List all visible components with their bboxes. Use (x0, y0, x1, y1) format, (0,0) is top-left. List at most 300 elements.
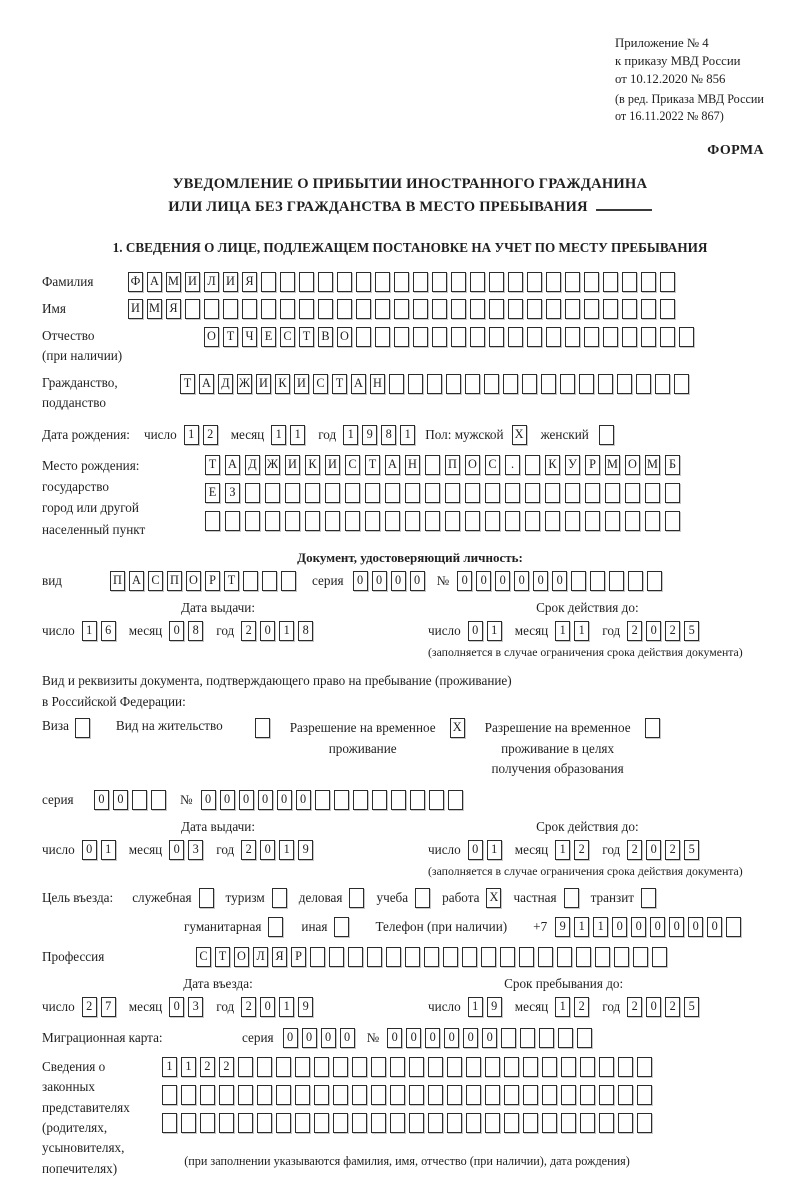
char-cell[interactable]: Д (245, 455, 260, 475)
char-cell[interactable]: 1 (184, 425, 199, 445)
char-cell[interactable] (185, 299, 200, 319)
char-cell[interactable] (451, 272, 466, 292)
char-cell[interactable] (605, 483, 620, 503)
char-cell[interactable] (409, 1113, 424, 1133)
char-cell[interactable] (527, 327, 542, 347)
char-cell[interactable]: 1 (574, 621, 589, 641)
char-cell[interactable]: 1 (487, 621, 502, 641)
char-cell[interactable]: 0 (391, 571, 406, 591)
char-cell[interactable]: Ч (242, 327, 257, 347)
char-cell[interactable]: И (294, 374, 309, 394)
char-cell[interactable] (451, 327, 466, 347)
char-cell[interactable]: И (223, 272, 238, 292)
char-cell[interactable] (329, 947, 344, 967)
char-cell[interactable] (314, 1057, 329, 1077)
char-cell[interactable] (523, 1057, 538, 1077)
char-cell[interactable] (243, 571, 258, 591)
char-cell[interactable]: К (545, 455, 560, 475)
char-cell[interactable]: Ф (128, 272, 143, 292)
char-cell[interactable] (500, 947, 515, 967)
char-cell[interactable] (295, 1057, 310, 1077)
char-cell[interactable] (622, 327, 637, 347)
char-cell[interactable] (337, 299, 352, 319)
char-cell[interactable] (295, 1085, 310, 1105)
char-cell[interactable] (637, 1113, 652, 1133)
char-cell[interactable]: А (351, 374, 366, 394)
char-cell[interactable]: З (225, 483, 240, 503)
char-cell[interactable]: 0 (476, 571, 491, 591)
char-cell[interactable]: Р (205, 571, 220, 591)
char-cell[interactable]: 0 (688, 917, 703, 937)
char-cell[interactable]: 2 (200, 1057, 215, 1077)
char-cell[interactable] (415, 888, 430, 908)
char-cell[interactable] (394, 327, 409, 347)
char-cell[interactable] (617, 374, 632, 394)
char-cell[interactable] (580, 1085, 595, 1105)
char-cell[interactable] (622, 272, 637, 292)
char-cell[interactable] (299, 299, 314, 319)
char-cell[interactable] (425, 455, 440, 475)
char-cell[interactable] (599, 1057, 614, 1077)
char-cell[interactable]: 2 (627, 997, 642, 1017)
char-cell[interactable] (485, 1057, 500, 1077)
char-cell[interactable]: 9 (555, 917, 570, 937)
char-cell[interactable] (405, 511, 420, 531)
char-cell[interactable] (162, 1085, 177, 1105)
char-cell[interactable] (281, 571, 296, 591)
char-cell[interactable] (242, 299, 257, 319)
char-cell[interactable]: 0 (495, 571, 510, 591)
char-cell[interactable] (603, 272, 618, 292)
char-cell[interactable] (561, 1085, 576, 1105)
char-cell[interactable] (371, 1113, 386, 1133)
char-cell[interactable] (390, 1057, 405, 1077)
char-cell[interactable] (465, 511, 480, 531)
char-cell[interactable] (577, 1028, 592, 1048)
char-cell[interactable]: 1 (593, 917, 608, 937)
char-cell[interactable] (618, 1057, 633, 1077)
char-cell[interactable]: 0 (646, 840, 661, 860)
char-cell[interactable] (585, 483, 600, 503)
char-cell[interactable] (365, 483, 380, 503)
char-cell[interactable]: 1 (290, 425, 305, 445)
char-cell[interactable] (485, 511, 500, 531)
char-cell[interactable] (505, 511, 520, 531)
char-cell[interactable] (637, 1057, 652, 1077)
char-cell[interactable]: X (486, 888, 501, 908)
char-cell[interactable] (451, 299, 466, 319)
char-cell[interactable] (558, 1028, 573, 1048)
char-cell[interactable]: Ж (265, 455, 280, 475)
char-cell[interactable] (505, 483, 520, 503)
char-cell[interactable] (641, 327, 656, 347)
char-cell[interactable]: М (147, 299, 162, 319)
char-cell[interactable] (427, 374, 442, 394)
char-cell[interactable] (447, 1085, 462, 1105)
char-cell[interactable] (565, 511, 580, 531)
char-cell[interactable]: 0 (340, 1028, 355, 1048)
char-cell[interactable] (405, 483, 420, 503)
char-cell[interactable]: 0 (321, 1028, 336, 1048)
char-cell[interactable] (605, 511, 620, 531)
char-cell[interactable] (525, 511, 540, 531)
char-cell[interactable]: 3 (188, 840, 203, 860)
char-cell[interactable] (445, 511, 460, 531)
char-cell[interactable]: Т (205, 455, 220, 475)
char-cell[interactable] (371, 1057, 386, 1077)
char-cell[interactable] (318, 272, 333, 292)
char-cell[interactable] (333, 1057, 348, 1077)
char-cell[interactable]: 1 (279, 997, 294, 1017)
char-cell[interactable] (445, 483, 460, 503)
char-cell[interactable]: 9 (362, 425, 377, 445)
char-cell[interactable]: П (110, 571, 125, 591)
char-cell[interactable]: И (325, 455, 340, 475)
char-cell[interactable] (276, 1057, 291, 1077)
char-cell[interactable] (75, 718, 90, 738)
char-cell[interactable]: 0 (277, 790, 292, 810)
char-cell[interactable] (462, 947, 477, 967)
char-cell[interactable] (280, 299, 295, 319)
char-cell[interactable]: 1 (162, 1057, 177, 1077)
char-cell[interactable]: О (625, 455, 640, 475)
char-cell[interactable] (314, 1113, 329, 1133)
char-cell[interactable]: Н (370, 374, 385, 394)
char-cell[interactable]: О (234, 947, 249, 967)
char-cell[interactable] (432, 299, 447, 319)
char-cell[interactable] (367, 947, 382, 967)
char-cell[interactable]: Т (180, 374, 195, 394)
char-cell[interactable] (625, 511, 640, 531)
char-cell[interactable]: 2 (574, 840, 589, 860)
char-cell[interactable]: 1 (400, 425, 415, 445)
char-cell[interactable]: Л (204, 272, 219, 292)
char-cell[interactable] (508, 299, 523, 319)
char-cell[interactable] (466, 1085, 481, 1105)
char-cell[interactable]: 2 (627, 621, 642, 641)
char-cell[interactable] (200, 1113, 215, 1133)
char-cell[interactable] (519, 947, 534, 967)
char-cell[interactable] (527, 272, 542, 292)
char-cell[interactable]: 0 (82, 840, 97, 860)
char-cell[interactable] (508, 327, 523, 347)
char-cell[interactable]: Т (224, 571, 239, 591)
char-cell[interactable]: Т (332, 374, 347, 394)
char-cell[interactable] (652, 947, 667, 967)
char-cell[interactable]: 0 (239, 790, 254, 810)
char-cell[interactable] (448, 790, 463, 810)
char-cell[interactable] (622, 299, 637, 319)
char-cell[interactable] (305, 511, 320, 531)
char-cell[interactable] (391, 790, 406, 810)
char-cell[interactable] (542, 1057, 557, 1077)
char-cell[interactable] (633, 947, 648, 967)
char-cell[interactable]: 1 (487, 840, 502, 860)
char-cell[interactable] (598, 374, 613, 394)
char-cell[interactable] (219, 1113, 234, 1133)
char-cell[interactable]: 5 (684, 997, 699, 1017)
char-cell[interactable]: 3 (188, 997, 203, 1017)
char-cell[interactable] (425, 511, 440, 531)
char-cell[interactable]: Е (205, 483, 220, 503)
char-cell[interactable]: 0 (260, 997, 275, 1017)
char-cell[interactable]: 0 (646, 621, 661, 641)
char-cell[interactable]: А (199, 374, 214, 394)
char-cell[interactable]: 8 (298, 621, 313, 641)
char-cell[interactable]: 0 (296, 790, 311, 810)
char-cell[interactable]: 1 (555, 997, 570, 1017)
char-cell[interactable] (665, 483, 680, 503)
char-cell[interactable]: 0 (258, 790, 273, 810)
char-cell[interactable] (660, 327, 675, 347)
char-cell[interactable] (520, 1028, 535, 1048)
char-cell[interactable] (599, 425, 614, 445)
char-cell[interactable] (428, 1057, 443, 1077)
char-cell[interactable] (645, 483, 660, 503)
char-cell[interactable] (590, 571, 605, 591)
char-cell[interactable] (565, 327, 580, 347)
char-cell[interactable]: 0 (220, 790, 235, 810)
char-cell[interactable]: 1 (555, 621, 570, 641)
char-cell[interactable] (257, 1057, 272, 1077)
char-cell[interactable]: 2 (241, 997, 256, 1017)
char-cell[interactable] (390, 1085, 405, 1105)
char-cell[interactable]: 2 (82, 997, 97, 1017)
char-cell[interactable]: 0 (372, 571, 387, 591)
char-cell[interactable] (405, 947, 420, 967)
char-cell[interactable] (485, 483, 500, 503)
char-cell[interactable] (334, 917, 349, 937)
char-cell[interactable]: 8 (188, 621, 203, 641)
char-cell[interactable]: 0 (113, 790, 128, 810)
char-cell[interactable] (223, 299, 238, 319)
char-cell[interactable]: 2 (627, 840, 642, 860)
char-cell[interactable]: 0 (169, 621, 184, 641)
char-cell[interactable]: Р (291, 947, 306, 967)
char-cell[interactable] (565, 299, 580, 319)
char-cell[interactable]: Ж (237, 374, 252, 394)
char-cell[interactable] (334, 790, 349, 810)
char-cell[interactable] (645, 718, 660, 738)
char-cell[interactable] (409, 1057, 424, 1077)
char-cell[interactable] (561, 1057, 576, 1077)
char-cell[interactable] (655, 374, 670, 394)
char-cell[interactable] (356, 327, 371, 347)
char-cell[interactable] (542, 1085, 557, 1105)
char-cell[interactable] (390, 1113, 405, 1133)
char-cell[interactable] (637, 1085, 652, 1105)
char-cell[interactable]: 2 (665, 621, 680, 641)
char-cell[interactable]: 6 (101, 621, 116, 641)
char-cell[interactable] (504, 1113, 519, 1133)
char-cell[interactable] (580, 1113, 595, 1133)
char-cell[interactable] (523, 1113, 538, 1133)
char-cell[interactable] (545, 483, 560, 503)
char-cell[interactable] (565, 483, 580, 503)
char-cell[interactable]: 8 (381, 425, 396, 445)
char-cell[interactable] (508, 272, 523, 292)
char-cell[interactable] (584, 272, 599, 292)
char-cell[interactable] (609, 571, 624, 591)
char-cell[interactable]: Т (215, 947, 230, 967)
char-cell[interactable] (599, 1085, 614, 1105)
char-cell[interactable] (413, 327, 428, 347)
char-cell[interactable] (299, 272, 314, 292)
char-cell[interactable]: Я (242, 272, 257, 292)
char-cell[interactable] (546, 272, 561, 292)
char-cell[interactable] (348, 947, 363, 967)
char-cell[interactable]: С (485, 455, 500, 475)
char-cell[interactable] (385, 483, 400, 503)
char-cell[interactable] (523, 1085, 538, 1105)
char-cell[interactable] (257, 1113, 272, 1133)
char-cell[interactable] (353, 790, 368, 810)
char-cell[interactable]: 0 (406, 1028, 421, 1048)
char-cell[interactable]: Е (261, 327, 276, 347)
char-cell[interactable]: 0 (302, 1028, 317, 1048)
char-cell[interactable]: 2 (665, 997, 680, 1017)
char-cell[interactable]: 1 (82, 621, 97, 641)
char-cell[interactable] (560, 374, 575, 394)
char-cell[interactable] (557, 947, 572, 967)
char-cell[interactable] (305, 483, 320, 503)
char-cell[interactable] (484, 374, 499, 394)
char-cell[interactable]: 0 (201, 790, 216, 810)
char-cell[interactable] (571, 571, 586, 591)
char-cell[interactable] (238, 1057, 253, 1077)
char-cell[interactable] (432, 272, 447, 292)
char-cell[interactable] (465, 483, 480, 503)
char-cell[interactable] (641, 299, 656, 319)
char-cell[interactable] (265, 511, 280, 531)
char-cell[interactable] (238, 1113, 253, 1133)
char-cell[interactable] (674, 374, 689, 394)
char-cell[interactable] (132, 790, 147, 810)
char-cell[interactable] (310, 947, 325, 967)
char-cell[interactable] (181, 1113, 196, 1133)
char-cell[interactable] (265, 483, 280, 503)
char-cell[interactable]: 1 (181, 1057, 196, 1077)
char-cell[interactable]: 0 (353, 571, 368, 591)
char-cell[interactable]: 2 (203, 425, 218, 445)
char-cell[interactable] (428, 1113, 443, 1133)
char-cell[interactable]: 0 (457, 571, 472, 591)
char-cell[interactable] (325, 483, 340, 503)
char-cell[interactable] (204, 299, 219, 319)
char-cell[interactable] (660, 272, 675, 292)
char-cell[interactable]: 9 (487, 997, 502, 1017)
char-cell[interactable]: Т (299, 327, 314, 347)
char-cell[interactable]: 1 (279, 840, 294, 860)
char-cell[interactable] (219, 1085, 234, 1105)
char-cell[interactable] (561, 1113, 576, 1133)
char-cell[interactable]: 0 (444, 1028, 459, 1048)
char-cell[interactable] (470, 299, 485, 319)
char-cell[interactable]: 2 (241, 840, 256, 860)
char-cell[interactable] (318, 299, 333, 319)
char-cell[interactable]: С (313, 374, 328, 394)
char-cell[interactable]: 0 (631, 917, 646, 937)
char-cell[interactable] (268, 917, 283, 937)
char-cell[interactable]: 1 (555, 840, 570, 860)
char-cell[interactable]: Т (365, 455, 380, 475)
char-cell[interactable]: 0 (482, 1028, 497, 1048)
char-cell[interactable] (424, 947, 439, 967)
char-cell[interactable]: М (166, 272, 181, 292)
char-cell[interactable] (356, 299, 371, 319)
char-cell[interactable] (489, 327, 504, 347)
char-cell[interactable] (679, 327, 694, 347)
char-cell[interactable]: 5 (684, 840, 699, 860)
char-cell[interactable] (257, 1085, 272, 1105)
char-cell[interactable] (726, 917, 741, 937)
char-cell[interactable] (356, 272, 371, 292)
char-cell[interactable]: 2 (574, 997, 589, 1017)
char-cell[interactable]: О (465, 455, 480, 475)
char-cell[interactable]: О (204, 327, 219, 347)
char-cell[interactable]: П (445, 455, 460, 475)
char-cell[interactable] (466, 1057, 481, 1077)
char-cell[interactable]: М (605, 455, 620, 475)
char-cell[interactable] (603, 327, 618, 347)
char-cell[interactable] (481, 947, 496, 967)
char-cell[interactable]: 0 (552, 571, 567, 591)
char-cell[interactable] (375, 327, 390, 347)
char-cell[interactable] (432, 327, 447, 347)
char-cell[interactable] (337, 272, 352, 292)
char-cell[interactable]: 7 (101, 997, 116, 1017)
char-cell[interactable]: К (305, 455, 320, 475)
char-cell[interactable] (371, 1085, 386, 1105)
char-cell[interactable]: 0 (612, 917, 627, 937)
char-cell[interactable]: 1 (279, 621, 294, 641)
char-cell[interactable]: О (186, 571, 201, 591)
char-cell[interactable]: Л (253, 947, 268, 967)
char-cell[interactable] (365, 511, 380, 531)
char-cell[interactable] (628, 571, 643, 591)
char-cell[interactable]: 0 (260, 621, 275, 641)
char-cell[interactable] (541, 374, 556, 394)
char-cell[interactable]: 0 (533, 571, 548, 591)
char-cell[interactable]: Я (272, 947, 287, 967)
char-cell[interactable] (262, 571, 277, 591)
char-cell[interactable] (538, 947, 553, 967)
char-cell[interactable] (579, 374, 594, 394)
char-cell[interactable]: 0 (707, 917, 722, 937)
char-cell[interactable] (276, 1085, 291, 1105)
char-cell[interactable]: Д (218, 374, 233, 394)
char-cell[interactable]: 1 (271, 425, 286, 445)
char-cell[interactable]: О (337, 327, 352, 347)
char-cell[interactable]: 9 (298, 840, 313, 860)
char-cell[interactable] (546, 327, 561, 347)
char-cell[interactable] (443, 947, 458, 967)
char-cell[interactable]: 0 (169, 997, 184, 1017)
char-cell[interactable] (280, 272, 295, 292)
char-cell[interactable] (372, 790, 387, 810)
char-cell[interactable]: 0 (468, 621, 483, 641)
char-cell[interactable] (408, 374, 423, 394)
char-cell[interactable]: X (512, 425, 527, 445)
char-cell[interactable] (272, 888, 287, 908)
char-cell[interactable]: С (196, 947, 211, 967)
char-cell[interactable] (409, 1085, 424, 1105)
char-cell[interactable] (447, 1113, 462, 1133)
char-cell[interactable] (618, 1113, 633, 1133)
char-cell[interactable] (333, 1085, 348, 1105)
char-cell[interactable] (660, 299, 675, 319)
char-cell[interactable]: 0 (387, 1028, 402, 1048)
